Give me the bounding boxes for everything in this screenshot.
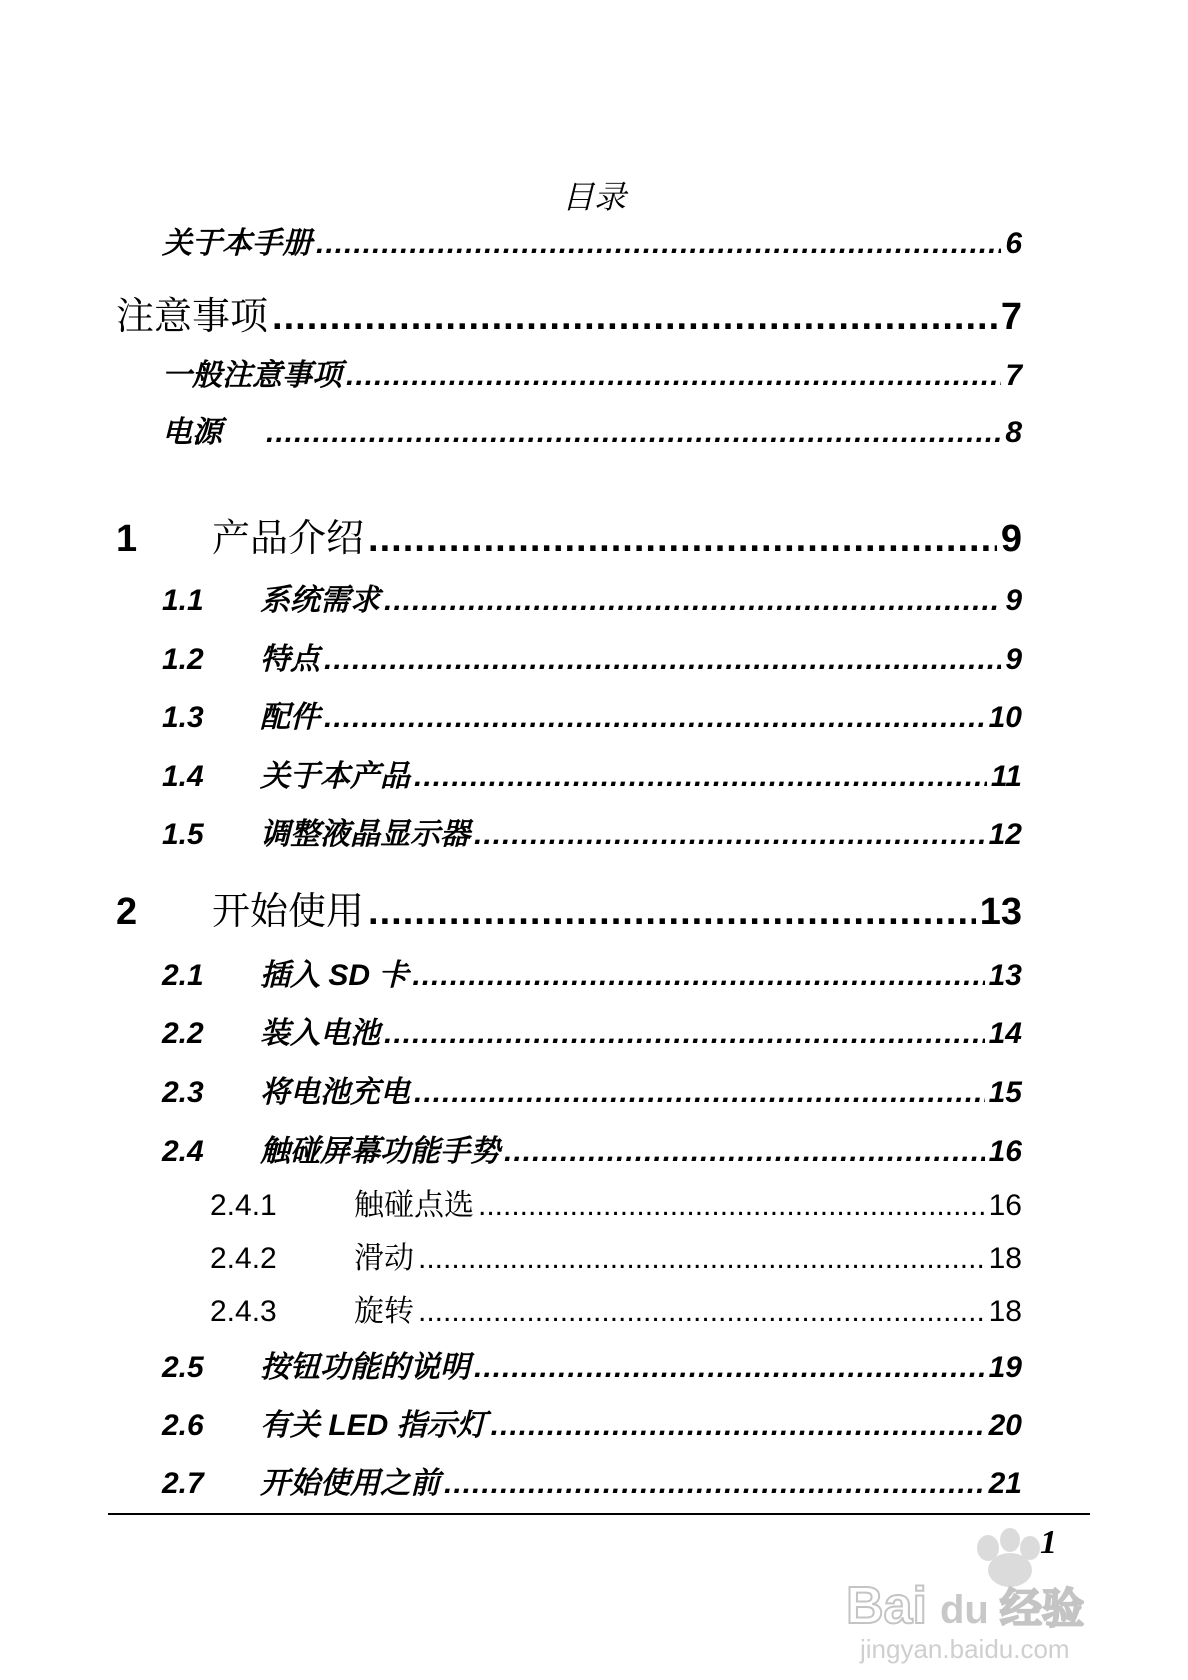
toc-title: 目录 [561,178,626,216]
toc-entry[interactable] [162,407,1022,451]
watermark-jingyan-text: 经验 [1000,1584,1085,1633]
toc-entry[interactable] [116,880,1022,935]
toc-entry[interactable] [162,1342,1022,1386]
toc-entry-title: 旋转 [354,1295,414,1328]
toc-leader-dots [418,1242,985,1276]
toc-entry-page: 7 [1000,296,1022,338]
toc-leader-dots [474,818,985,852]
toc-entry-title: 有关 LED 指示灯 [260,1409,487,1442]
toc-entry-title: 配件 [260,701,320,734]
toc-entry-title: 产品介绍 [212,518,365,560]
toc-leader-dots [414,760,987,794]
toc-entry-title: 开始使用之前 [260,1467,440,1500]
toc-entry-number: 1.4 [162,760,204,793]
toc-entry-number: 2.7 [162,1467,204,1500]
toc-entry-title: 调整液晶显示器 [260,818,470,851]
toc-entry-number: 2.2 [162,1017,204,1050]
toc-entry-title: 关于本产品 [260,760,410,793]
toc-entry-page: 19 [988,1351,1022,1384]
toc-entry-page: 9 [1000,518,1022,560]
toc-entry-page: 18 [988,1242,1022,1275]
toc-leader-dots [324,701,985,735]
toc-entry[interactable] [210,1233,1022,1277]
toc-entry-number: 1.5 [162,818,204,851]
toc-leader-dots [316,227,1001,261]
toc-entry-title: 开始使用 [212,891,365,933]
toc-entry-number: 1.3 [162,701,204,734]
toc-entry-page: 10 [988,701,1022,734]
toc-entry[interactable] [162,950,1022,994]
footer-divider [108,1513,1090,1515]
watermark-url: jingyan.baidu.com [860,1634,1070,1664]
toc-leader-dots [384,584,1001,618]
toc-leader-dots [412,959,984,993]
toc-leader-dots [346,359,1001,393]
toc-entry-page: 16 [988,1189,1022,1222]
toc-entry-number: 2.6 [162,1409,204,1442]
toc-entry[interactable] [162,809,1022,853]
toc-entry[interactable] [210,1286,1022,1330]
toc-entry-number: 1 [116,518,138,560]
toc-entry-number: 2.4.3 [210,1295,277,1328]
toc-entry-number: 2.4.2 [210,1242,277,1275]
toc-leader-dots [491,1409,985,1443]
toc-entry-number: 2.3 [162,1076,204,1109]
toc-entry-number: 2.4 [162,1135,204,1168]
toc-entry-title: 插入 SD 卡 [260,959,409,992]
toc-leader-dots [504,1135,985,1169]
toc-leader-dots [384,1017,985,1051]
toc-leader-dots [474,1351,985,1385]
toc-entry-page: 21 [988,1467,1022,1500]
toc-leader-dots [418,1295,985,1329]
baidu-jingyan-watermark [840,1518,1140,1668]
toc-entry-title: 系统需求 [260,584,380,617]
toc-entry-page: 13 [988,959,1022,992]
toc-leader-dots [368,891,976,934]
watermark-brand-text: Bai [846,1577,927,1635]
toc-entry[interactable] [162,575,1022,619]
toc-leader-dots [324,643,1001,677]
toc-entry-page: 11 [990,760,1022,793]
toc-entry[interactable] [162,692,1022,736]
toc-entry-page: 7 [1005,359,1022,392]
toc-entry-title: 将电池充电 [260,1076,410,1109]
toc-leader-dots [444,1467,985,1501]
toc-entry[interactable] [162,1400,1022,1444]
toc-entry[interactable] [162,751,1022,795]
toc-entry-page: 16 [988,1135,1022,1168]
toc-entry-title: 关于本手册 [162,227,312,260]
toc-entry-number: 1.1 [162,584,204,617]
toc-entry-page: 13 [979,891,1022,933]
toc-entry-title: 按钮功能的说明 [260,1351,470,1384]
toc-entry-number: 2.1 [162,959,204,992]
toc-entry-page: 12 [988,818,1022,851]
toc-leader-dots [414,1076,985,1110]
toc-entry-page: 14 [988,1017,1022,1050]
toc-entry-number: 1.2 [162,643,204,676]
toc-leader-dots [272,296,997,339]
toc-entry[interactable] [162,1008,1022,1052]
toc-entry-page: 6 [1005,227,1022,260]
toc-entry[interactable] [116,507,1022,562]
toc-entry-title: 滑动 [354,1242,414,1275]
toc-entry-title: 一般注意事项 [162,359,342,392]
toc-entry-page: 18 [988,1295,1022,1328]
toc-entry-page: 15 [988,1076,1022,1109]
toc-entry[interactable] [162,350,1022,394]
toc-leader-dots [368,518,997,561]
page-number: 1 [1040,1524,1057,1561]
toc-entry[interactable] [116,285,1022,340]
toc-entry-title: 特点 [260,643,320,676]
watermark-du-text: du [940,1588,989,1632]
toc-entry-page: 9 [1005,643,1022,676]
toc-entry-number: 2.4.1 [210,1189,277,1222]
toc-entry-number: 2 [116,891,138,933]
toc-entry-title: 触碰点选 [354,1189,474,1222]
toc-entry[interactable] [210,1180,1022,1224]
toc-entry-page: 9 [1005,584,1022,617]
toc-entry-title: 注意事项 [116,296,269,338]
toc-entry[interactable] [162,1067,1022,1111]
toc-entry[interactable] [162,634,1022,678]
toc-entry-title: 电源 [162,416,222,449]
toc-leader-dots [478,1189,985,1223]
toc-entry[interactable] [162,218,1022,262]
toc-entry-title: 触碰屏幕功能手势 [260,1135,500,1168]
toc-entry-number: 2.5 [162,1351,204,1384]
toc-entry-title: 装入电池 [260,1017,380,1050]
toc-entry[interactable] [162,1458,1022,1502]
toc-entry-page: 8 [1005,416,1022,449]
toc-entry-page: 20 [988,1409,1022,1442]
toc-entry[interactable] [162,1126,1022,1170]
toc-leader-dots [266,416,1001,450]
